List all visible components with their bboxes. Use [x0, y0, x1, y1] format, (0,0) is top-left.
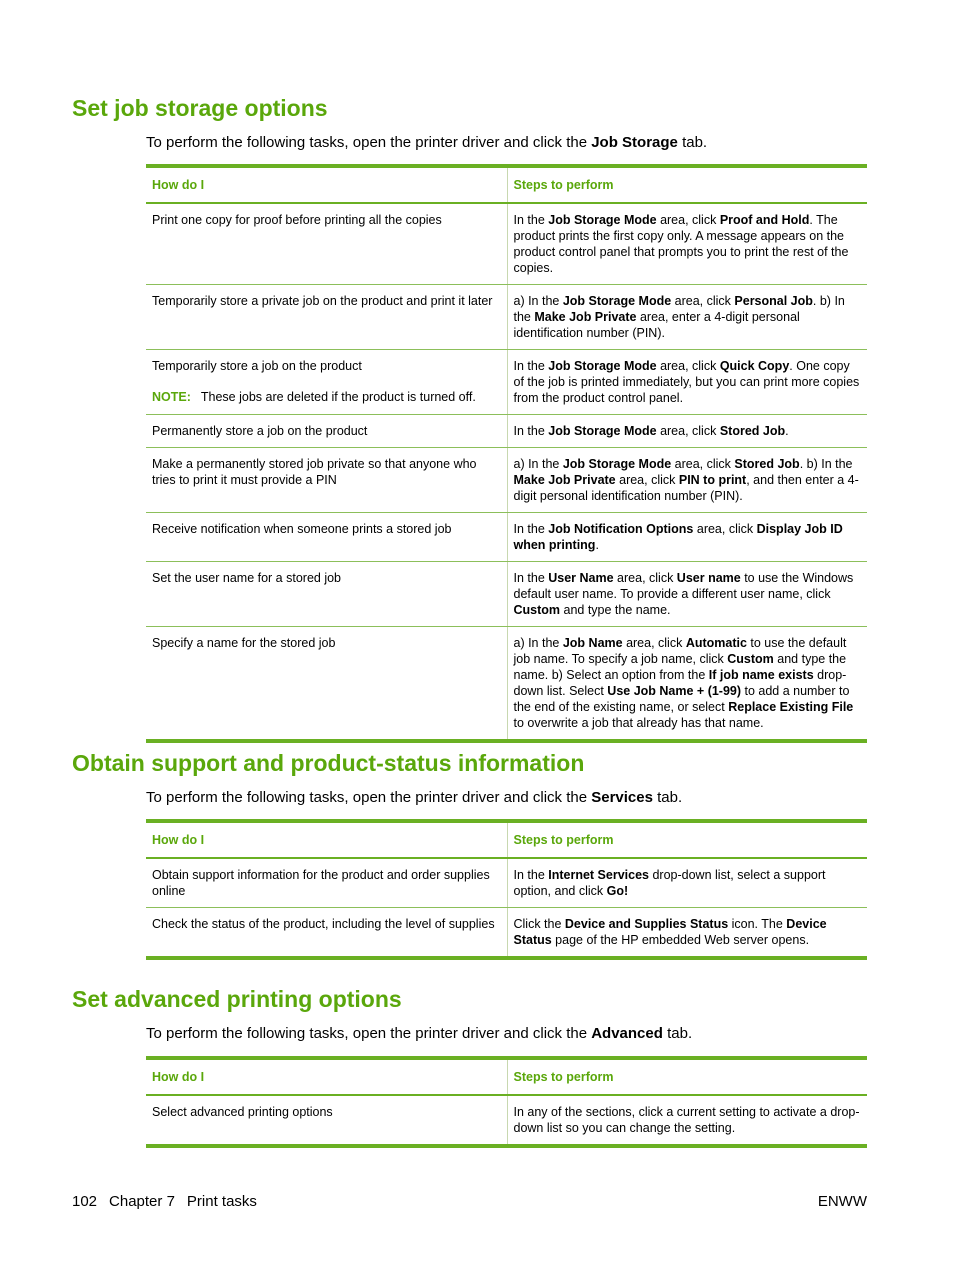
- steps-cell: [507, 513, 867, 562]
- steps-text: a) In the: [513, 636, 563, 650]
- steps-text: Click the: [513, 917, 565, 931]
- ui-term: Use Job Name + (1-99): [607, 684, 742, 698]
- steps-text: area, click: [671, 457, 735, 471]
- steps-text: to use the Windows default user name. To provide a different user name, click: [513, 571, 854, 601]
- steps-text: area, click: [622, 636, 686, 650]
- steps-text: to use the default job name. To specify a job name, click: [513, 636, 847, 666]
- intro-text: To perform the following tasks, open the printer driver and click the: [146, 789, 592, 806]
- ui-term: Replace Existing File: [728, 700, 854, 714]
- steps-text: area, click: [656, 424, 720, 438]
- steps-cell: [507, 415, 867, 448]
- ui-term: Personal Job: [734, 294, 813, 308]
- steps-text: area, click: [671, 294, 735, 308]
- job-storage-table: [146, 164, 867, 743]
- page-footer-right: ENWW: [817, 1193, 867, 1210]
- steps-cell: [507, 858, 867, 908]
- ui-term: Job Storage Mode: [548, 359, 657, 373]
- column-header-steps: Steps to perform: [507, 1058, 867, 1095]
- task-cell: [146, 1095, 507, 1146]
- steps-text: area, click: [615, 473, 679, 487]
- steps-cell: [507, 203, 867, 285]
- page-footer-left: [72, 1192, 269, 1212]
- steps-text: In the: [513, 868, 549, 882]
- ui-term: Custom: [513, 603, 561, 617]
- advanced-table-body: [146, 1095, 867, 1146]
- note-text: These jobs are deleted if the product is turned off.: [200, 390, 476, 404]
- steps-text: In the: [513, 522, 549, 536]
- page-number: 102: [72, 1193, 98, 1210]
- task-cell: [146, 285, 507, 350]
- task-cell: [146, 513, 507, 562]
- task-cell: [146, 908, 507, 959]
- steps-text: to overwrite a job that already has that name.: [513, 716, 764, 730]
- steps-text: . One copy of the job is printed immediately, but you can print more copies from the product control panel.: [513, 359, 860, 405]
- task-text: Check the status of the product, including the level of supplies: [152, 917, 495, 931]
- steps-cell: [507, 562, 867, 627]
- table-header-row: [146, 821, 867, 858]
- ui-term: PIN to print: [678, 473, 747, 487]
- steps-text: . b) In the: [799, 457, 853, 471]
- steps-text: and type the name.: [560, 603, 671, 617]
- ui-term: Job Notification Options: [548, 522, 694, 536]
- ui-term: Device and Supplies Status: [564, 917, 729, 931]
- intro-text: To perform the following tasks, open the printer driver and click the: [146, 1025, 592, 1042]
- task-text: Permanently store a job on the product: [152, 424, 368, 438]
- ui-term: Job Storage Mode: [548, 213, 657, 227]
- task-cell: [146, 858, 507, 908]
- table-row: [146, 562, 867, 627]
- column-header-steps: Steps to perform: [507, 166, 867, 203]
- steps-cell: [507, 1095, 867, 1146]
- ui-term: Custom: [727, 652, 774, 666]
- ui-term: Stored Job: [734, 457, 800, 471]
- intro-text-end: tab.: [677, 134, 708, 151]
- ui-term: User Name: [548, 571, 614, 585]
- section-title-job-storage: Set job storage options: [72, 95, 328, 121]
- ui-term: Job Storage Mode: [562, 294, 672, 308]
- steps-text: area, click: [613, 571, 677, 585]
- table-row: [146, 415, 867, 448]
- intro-text-end: tab.: [662, 1025, 693, 1042]
- steps-text: In the: [513, 424, 549, 438]
- steps-text: In the: [513, 571, 549, 585]
- steps-text: In the: [513, 359, 549, 373]
- table-row: [146, 203, 867, 285]
- steps-cell: [507, 285, 867, 350]
- note-label: NOTE:: [152, 390, 191, 404]
- table-row: [146, 858, 867, 908]
- ui-term: Automatic: [685, 636, 747, 650]
- section-title-advanced: Set advanced printing options: [72, 986, 402, 1012]
- task-cell: [146, 448, 507, 513]
- steps-text: In the: [513, 213, 549, 227]
- ui-term: If job name exists: [708, 668, 814, 682]
- steps-text: drop-down list, select a support option, and click: [513, 868, 826, 898]
- table-row: [146, 1095, 867, 1146]
- intro-tab-name: Advanced: [591, 1025, 663, 1042]
- task-text: Make a permanently stored job private so that anyone who tries to print it must provide a PIN: [152, 457, 477, 487]
- column-header-how-do-i: How do I: [146, 1058, 507, 1095]
- ui-term: Job Name: [562, 636, 623, 650]
- task-text: Temporarily store a private job on the product and print it later: [152, 294, 493, 308]
- services-table: [146, 819, 867, 960]
- column-header-how-do-i: How do I: [146, 821, 507, 858]
- intro-tab-name: Services: [591, 789, 653, 806]
- task-cell: [146, 203, 507, 285]
- steps-text: .: [595, 538, 599, 552]
- steps-text: In any of the sections, click a current setting to activate a drop-down list so you can change the setting.: [513, 1105, 860, 1135]
- task-text: Select advanced printing options: [152, 1105, 333, 1119]
- ui-term: Job Storage Mode: [562, 457, 672, 471]
- ui-term: Make Job Private: [534, 310, 637, 324]
- steps-text: . b) In the: [513, 294, 845, 324]
- ui-term: Quick Copy: [719, 359, 790, 373]
- steps-text: area, enter a 4-digit personal identification number (PIN).: [513, 310, 800, 340]
- task-text: Receive notification when someone prints a stored job: [152, 522, 452, 536]
- ui-term: Make Job Private: [513, 473, 616, 487]
- task-cell: [146, 415, 507, 448]
- table-header-row: [146, 166, 867, 203]
- table-row: [146, 513, 867, 562]
- section-title-support: Obtain support and product-status information: [72, 750, 585, 776]
- services-table-body: [146, 858, 867, 958]
- table-row: [146, 908, 867, 959]
- steps-text: , and then enter a 4-digit personal identification number (PIN).: [513, 473, 859, 503]
- chapter-label: Chapter 7: [109, 1193, 175, 1210]
- ui-term: Stored Job: [719, 424, 786, 438]
- steps-text: icon. The: [728, 917, 787, 931]
- steps-cell: [507, 627, 867, 742]
- table-row: [146, 285, 867, 350]
- table-header-row: [146, 1058, 867, 1095]
- table-row: [146, 627, 867, 742]
- steps-text: a) In the: [513, 457, 563, 471]
- ui-term: Job Storage Mode: [548, 424, 657, 438]
- task-cell: [146, 562, 507, 627]
- task-text: Print one copy for proof before printing all the copies: [152, 213, 442, 227]
- column-header-how-do-i: How do I: [146, 166, 507, 203]
- task-cell: [146, 627, 507, 742]
- advanced-table: [146, 1056, 867, 1148]
- ui-term: Proof and Hold: [719, 213, 810, 227]
- steps-text: area, click: [656, 359, 720, 373]
- steps-text: and type the name. b) Select an option from the: [513, 652, 847, 682]
- steps-text: to add a number to the end of the existing name, or select: [513, 684, 850, 714]
- task-text: Set the user name for a stored job: [152, 571, 341, 585]
- steps-text: . The product prints the first copy only. A message appears on the product control panel that prompts you to print the rest of the copies.: [513, 213, 849, 275]
- section-intro-job-storage: [146, 133, 707, 153]
- note: [152, 389, 501, 405]
- section-intro-advanced: [146, 1024, 692, 1044]
- table-row: [146, 350, 867, 415]
- steps-text: area, click: [656, 213, 720, 227]
- intro-text: To perform the following tasks, open the printer driver and click the: [146, 134, 592, 151]
- steps-text: drop-down list. Select: [513, 668, 847, 698]
- chapter-title: Print tasks: [186, 1193, 257, 1210]
- steps-text: .: [785, 424, 789, 438]
- table-row: [146, 448, 867, 513]
- intro-text-end: tab.: [652, 789, 683, 806]
- steps-cell: [507, 448, 867, 513]
- task-cell: [146, 350, 507, 415]
- ui-term: Device Status: [513, 917, 827, 947]
- ui-term: Go!: [606, 884, 629, 898]
- task-text: Obtain support information for the product and order supplies online: [152, 868, 490, 898]
- ui-term: Display Job ID when printing: [513, 522, 843, 552]
- job-storage-table-body: [146, 203, 867, 741]
- steps-text: page of the HP embedded Web server opens.: [551, 933, 810, 947]
- ui-term: Internet Services: [548, 868, 649, 882]
- steps-text: a) In the: [513, 294, 563, 308]
- steps-cell: [507, 350, 867, 415]
- ui-term: User name: [676, 571, 741, 585]
- task-text: Temporarily store a job on the product: [152, 359, 362, 373]
- steps-cell: [507, 908, 867, 959]
- steps-text: area, click: [693, 522, 757, 536]
- column-header-steps: Steps to perform: [507, 821, 867, 858]
- intro-tab-name: Job Storage: [591, 134, 678, 151]
- task-text: Specify a name for the stored job: [152, 636, 336, 650]
- section-intro-support: [146, 788, 682, 808]
